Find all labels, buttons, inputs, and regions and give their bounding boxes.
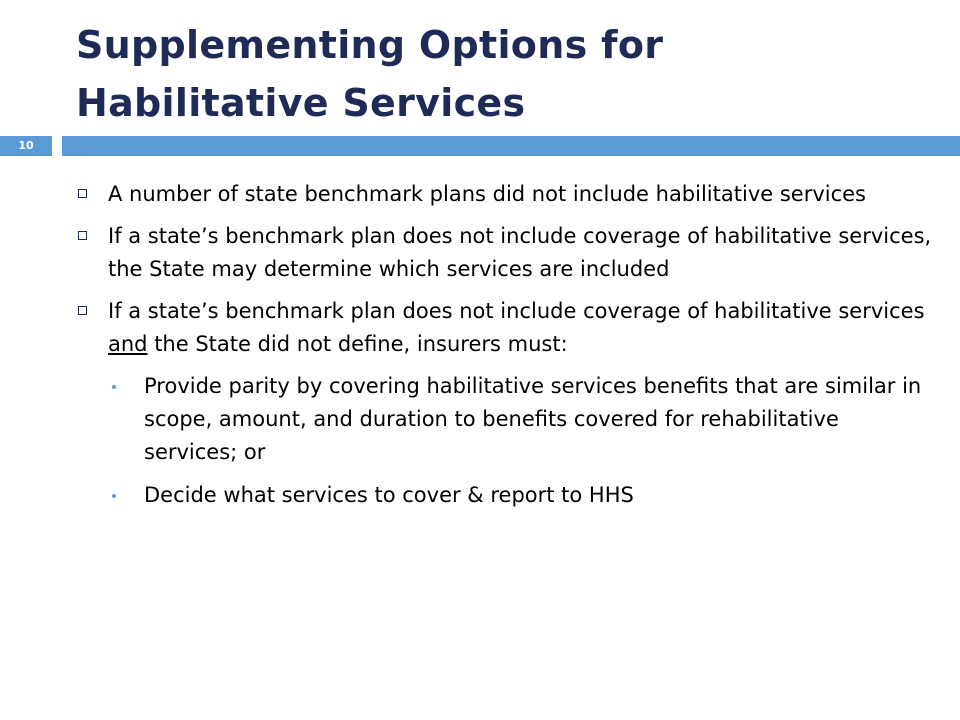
slide-body: [76, 178, 936, 522]
bullet-item: [76, 295, 936, 361]
dot-bullet-icon: [112, 494, 116, 498]
bullet-text: If a state’s benchmark plan does not include coverage of habilitative services, the State may determine which services are included: [108, 224, 932, 281]
slide-title: [76, 16, 936, 132]
bullet-text-before: If a state’s benchmark plan does not include coverage of habilitative services: [108, 299, 925, 323]
sub-bullet-item: [76, 370, 936, 469]
bullet-item: [76, 220, 936, 286]
sub-bullet-text: Provide parity by covering habilitative services benefits that are similar in scope, amount, and duration to benefits covered for rehabilitative services; or: [144, 374, 922, 464]
accent-bar: [62, 136, 960, 156]
slide-number: 10: [18, 139, 34, 152]
title-divider-bar: [0, 136, 960, 156]
square-bullet-icon: [78, 306, 87, 315]
slide-title-line-2: Habilitative Services: [76, 81, 526, 125]
dot-bullet-icon: [112, 385, 116, 389]
bullet-text: [108, 299, 925, 356]
square-bullet-icon: [78, 189, 87, 198]
sub-bullet-text: Decide what services to cover & report to HHS: [144, 483, 634, 507]
bullet-text-underlined: and: [108, 332, 148, 356]
bullet-text-after: the State did not define, insurers must:: [147, 332, 568, 356]
bullet-item: [76, 178, 936, 211]
square-bullet-icon: [78, 231, 87, 240]
bullet-text: A number of state benchmark plans did not include habilitative services: [108, 182, 866, 206]
slide-title-line-1: Supplementing Options for: [76, 23, 664, 67]
sub-bullet-item: [76, 479, 936, 512]
